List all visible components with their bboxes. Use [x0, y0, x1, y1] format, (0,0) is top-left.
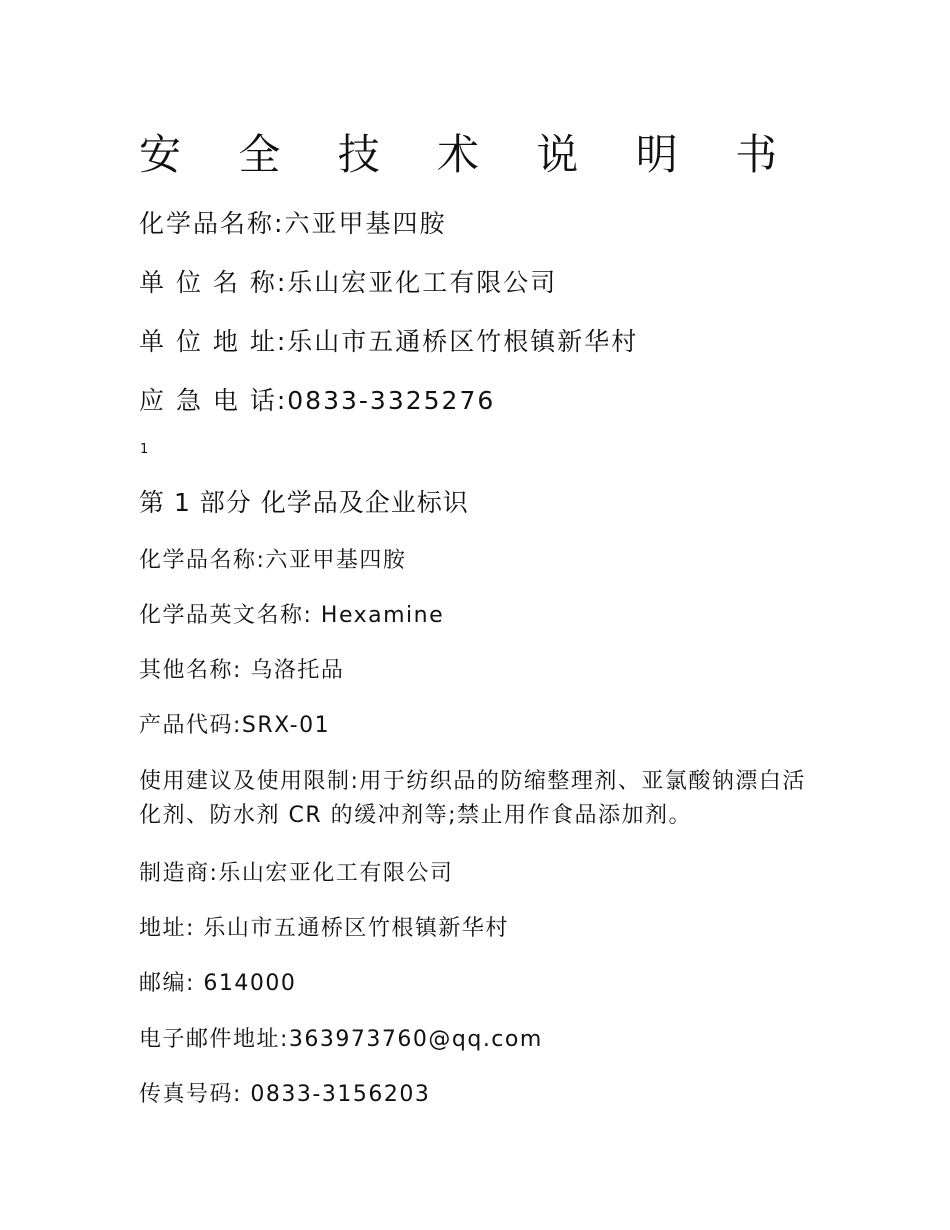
email-field: 电子邮件地址:363973760@qq.com — [139, 1027, 543, 1052]
other-names-field: 其他名称: 乌洛托品 — [139, 658, 345, 683]
manufacturer-field: 制造商:乐山宏亚化工有限公司 — [139, 861, 454, 886]
chemical-name-field: 化学品名称:六亚甲基四胺 — [139, 548, 407, 573]
postcode-field: 邮编: 614000 — [139, 971, 297, 996]
section-1-heading: 第 1 部分 化学品及企业标识 — [139, 488, 469, 517]
english-name-field: 化学品英文名称: Hexamine — [139, 603, 445, 628]
cover-company-name-label: 单 位 名 称: — [139, 268, 288, 297]
cover-emergency-phone-label: 应 急 电 话: — [139, 386, 288, 415]
cover-emergency-phone-value: 0833-3325276 — [287, 386, 496, 415]
cover-company-name — [139, 266, 557, 300]
fax-field: 传真号码: 0833-3156203 — [139, 1082, 431, 1107]
product-code-field: 产品代码:SRX-01 — [139, 713, 331, 738]
address-field: 地址: 乐山市五通桥区竹根镇新华村 — [139, 916, 509, 941]
page-number: 1 — [140, 442, 149, 457]
cover-company-address — [139, 325, 638, 359]
cover-chemical-name-value: 六亚甲基四胺 — [284, 209, 447, 238]
cover-company-name-value: 乐山宏亚化工有限公司 — [287, 268, 558, 297]
usage-field: 使用建议及使用限制:用于纺织品的防缩整理剂、亚氯酸钠漂白活化剂、防水剂 CR 的缓冲剂等;禁止用作食品添加剂。 — [139, 769, 806, 828]
cover-emergency-phone — [139, 384, 495, 418]
cover-company-address-label: 单 位 地 址: — [139, 327, 288, 356]
cover-company-address-value: 乐山市五通桥区竹根镇新华村 — [287, 327, 639, 356]
cover-chemical-name — [139, 207, 446, 241]
document-title: 安 全 技 术 说 明 书 — [139, 130, 800, 179]
cover-chemical-name-label: 化学品名称: — [139, 209, 285, 238]
